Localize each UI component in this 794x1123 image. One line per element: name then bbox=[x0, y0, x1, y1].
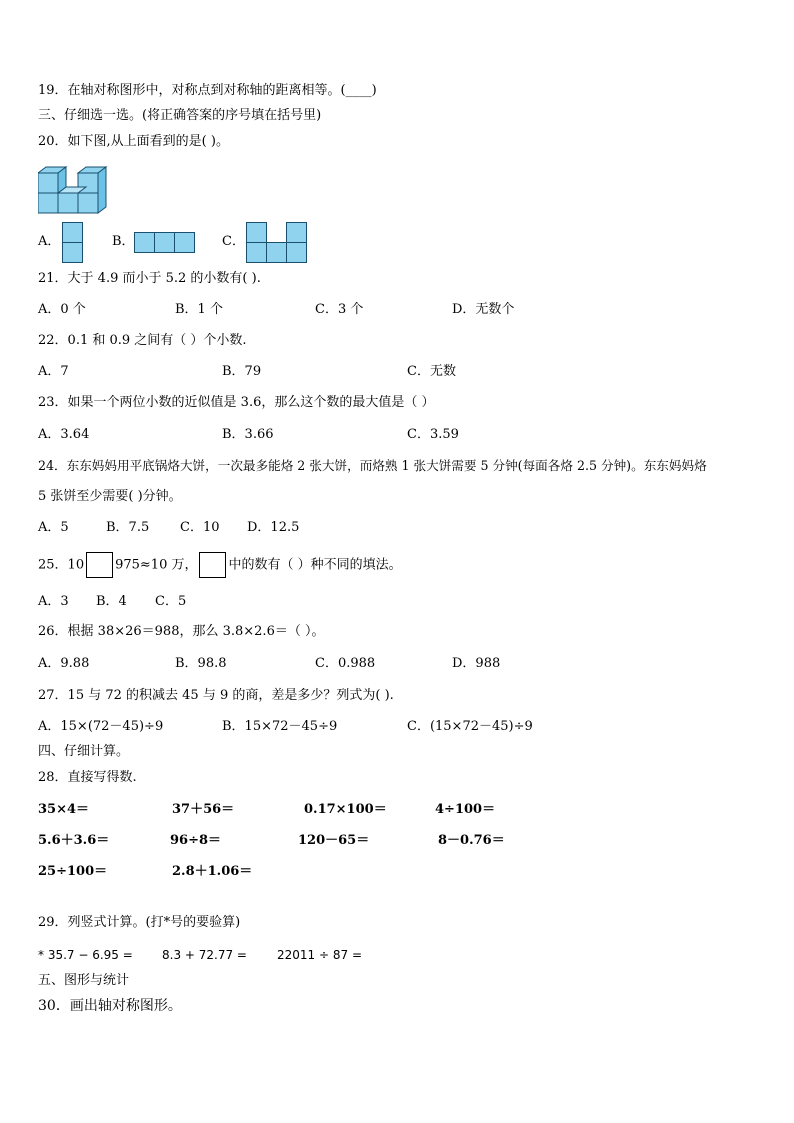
q28-stem: 28．直接写得数. bbox=[38, 770, 137, 785]
q26-option-b: B．98.8 bbox=[175, 656, 227, 671]
q20-option-a-figure bbox=[62, 222, 83, 263]
q29-item-1: * 35.7 − 6.95 = bbox=[38, 948, 133, 962]
q27-option-a: A．15×(72－45)÷9 bbox=[38, 719, 164, 734]
q23-option-b: B．3.66 bbox=[222, 427, 274, 442]
q28-r2-c1: 5.6＋3.6＝ bbox=[38, 833, 110, 848]
q24-line-2: 5 张饼至少需要( )分钟。 bbox=[38, 489, 182, 504]
q25-stem bbox=[38, 552, 402, 579]
q20-option-c bbox=[222, 234, 245, 250]
q23-option-a: A．3.64 bbox=[38, 427, 90, 442]
q26-option-d: D．988 bbox=[452, 656, 501, 671]
q24-option-a: A．5 bbox=[38, 520, 69, 535]
q28-r2-c4: 8－0.76＝ bbox=[438, 833, 505, 848]
q24-line-1: 24．东东妈妈用平底锅烙大饼，一次最多能烙 2 张大饼，而烙熟 1 张大饼需要 5 分钟(每面各烙 2.5 分钟)。东东妈妈烙 bbox=[38, 458, 707, 473]
q25-suffix: 中的数有（ ）种不同的填法。 bbox=[228, 557, 402, 573]
q22-option-a: A．7 bbox=[38, 364, 69, 379]
q28-r1-c3: 0.17×100＝ bbox=[304, 802, 387, 817]
section-4-heading: 四、仔细计算。 bbox=[38, 744, 130, 759]
q22-option-b: B．79 bbox=[222, 364, 262, 379]
q29-item-2: 8.3 + 72.77 = bbox=[162, 948, 247, 962]
q20-option-a bbox=[38, 234, 60, 250]
q25-blank-box[interactable] bbox=[86, 552, 113, 578]
q28-r1-c1: 35×4＝ bbox=[38, 802, 90, 817]
q21-option-d: D．无数个 bbox=[452, 302, 515, 317]
q23-option-c: C．3.59 bbox=[407, 427, 459, 442]
q21-stem: 21．大于 4.9 而小于 5.2 的小数有( ). bbox=[38, 271, 261, 286]
q28-r2-c2: 96÷8＝ bbox=[170, 833, 222, 848]
q20-option-a-label: A． bbox=[38, 234, 61, 249]
q24-option-c: C．10 bbox=[180, 520, 220, 535]
q21-option-a: A．0 个 bbox=[38, 302, 86, 317]
q27-option-b: B．15×72－45÷9 bbox=[222, 719, 338, 734]
q25-prefix: 25．10 bbox=[38, 557, 85, 573]
q24-option-d: D．12.5 bbox=[247, 520, 300, 535]
q20-figure-cubes bbox=[38, 163, 108, 215]
q20-stem: 20．如下图,从上面看到的是( )。 bbox=[38, 134, 229, 149]
q26-stem: 26．根据 38×26＝988，那么 3.8×2.6＝（ ）。 bbox=[38, 624, 325, 639]
q29-stem: 29．列竖式计算。(打*号的要验算) bbox=[38, 915, 241, 930]
q29-item-3: 22011 ÷ 87 = bbox=[277, 948, 362, 962]
q28-r1-c2: 37＋56＝ bbox=[172, 802, 235, 817]
q27-option-c: C．(15×72－45)÷9 bbox=[407, 719, 533, 734]
q22-option-c: C．无数 bbox=[407, 364, 456, 379]
q24-option-b: B．7.5 bbox=[106, 520, 150, 535]
q25-option-a: A．3 bbox=[38, 594, 69, 609]
q28-r2-c3: 120－65＝ bbox=[298, 833, 370, 848]
q28-r3-c1: 25÷100＝ bbox=[38, 864, 108, 879]
q28-r3-c2: 2.8＋1.06＝ bbox=[172, 864, 253, 879]
q22-stem: 22．0.1 和 0.9 之间有（ ）个小数. bbox=[38, 333, 247, 348]
q25-option-c: C．5 bbox=[155, 594, 187, 609]
q20-option-c-label: C． bbox=[222, 234, 245, 249]
q25-box-reference bbox=[199, 552, 226, 578]
q20-option-b-label: B． bbox=[112, 234, 135, 249]
q20-option-b bbox=[112, 234, 135, 250]
q25-option-b: B．4 bbox=[96, 594, 127, 609]
q30-stem: 30．画出轴对称图形。 bbox=[38, 998, 182, 1014]
q23-stem: 23．如果一个两位小数的近似值是 3.6，那么这个数的最大值是（ ） bbox=[38, 395, 435, 410]
q27-stem: 27．15 与 72 的积减去 45 与 9 的商，差是多少？列式为( ). bbox=[38, 688, 394, 703]
q26-option-c: C．0.988 bbox=[315, 656, 376, 671]
section-3-heading: 三、仔细选一选。(将正确答案的序号填在括号里) bbox=[38, 108, 322, 123]
section-5-heading: 五、图形与统计 bbox=[38, 973, 130, 988]
q20-option-b-figure bbox=[134, 232, 195, 253]
q21-option-b: B．1 个 bbox=[175, 302, 223, 317]
q26-option-a: A．9.88 bbox=[38, 656, 90, 671]
q25-middle: 975≈10 万， bbox=[115, 557, 198, 573]
q28-r1-c4: 4÷100＝ bbox=[435, 802, 496, 817]
q20-option-c-figure bbox=[246, 222, 307, 263]
q19: 19．在轴对称图形中，对称点到对称轴的距离相等。(____) bbox=[38, 83, 377, 98]
q21-option-c: C．3 个 bbox=[315, 302, 364, 317]
